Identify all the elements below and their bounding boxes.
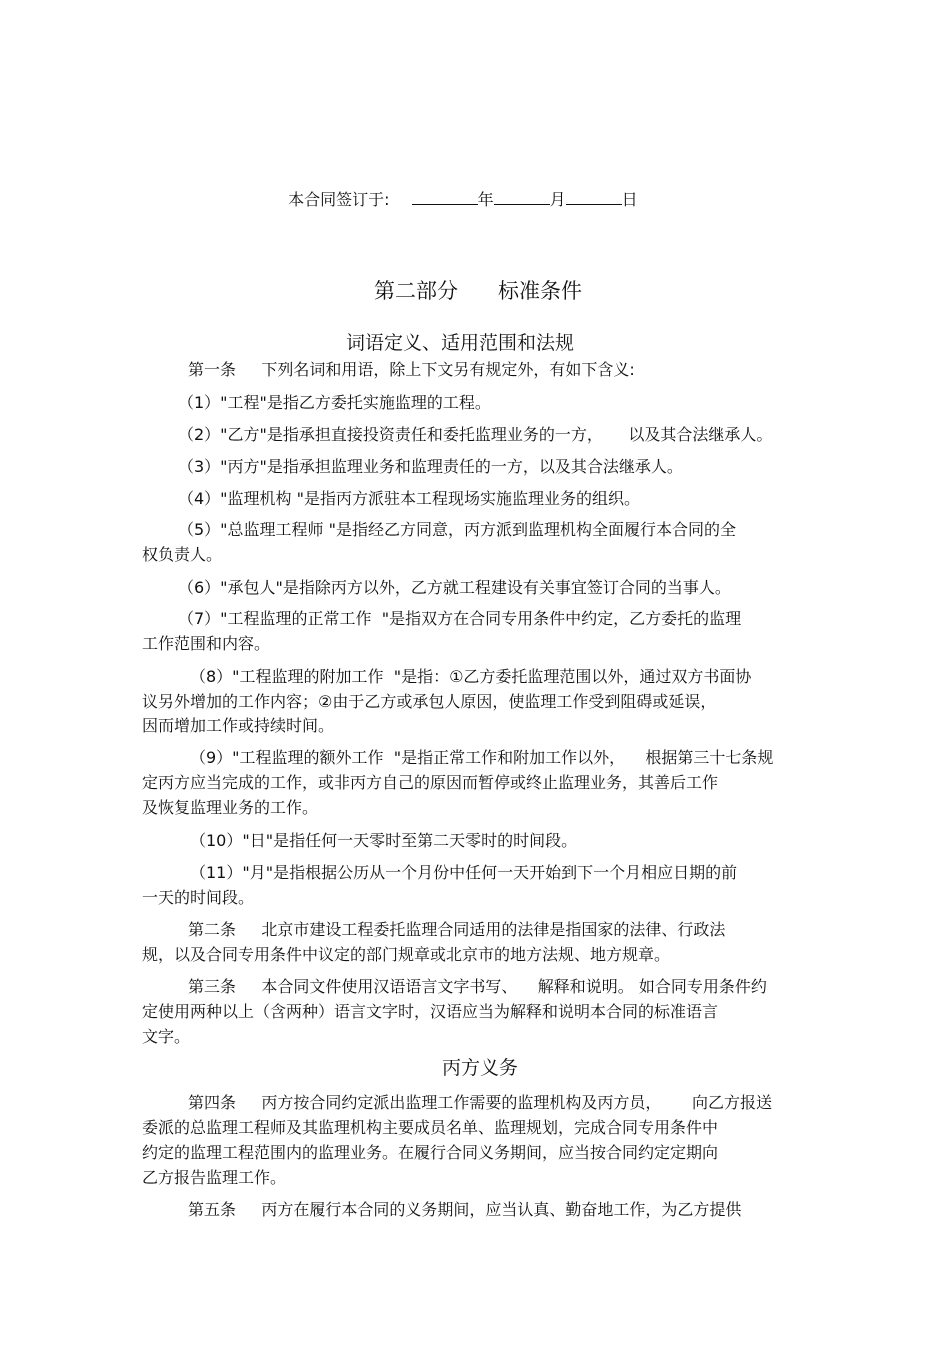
- article-4-line-cont: 委派的总监理工程师及其监理机构主要成员名单、监理规划，完成合同专用条件中: [142, 1118, 719, 1137]
- day-label: 日: [621, 190, 638, 209]
- definition-11-line-cont: 一天的时间段。: [142, 888, 255, 907]
- year-label: 年: [477, 190, 494, 209]
- section-title-definitions: 词语定义、适用范围和法规: [346, 332, 575, 354]
- article-4-line-cont3: 乙方报告监理工作。: [142, 1168, 287, 1187]
- definition-9-line-cont: 定丙方应当完成的工作，或非丙方自己的原因而暂停或终止监理业务，其善后工作: [142, 773, 719, 792]
- definition-9-line: （9）"工程监理的额外工作 "是指正常工作和附加工作以外， 根据第三十七条规: [190, 748, 774, 767]
- definition-8-line-cont: 议另外增加的工作内容；②由于乙方或承包人原因，使监理工作受到阻碍或延误，: [142, 692, 717, 711]
- part-title: 第二部分 标准条件: [374, 279, 583, 303]
- definition-10-line: （10）"日"是指任何一天零时至第二天零时的时间段。: [190, 831, 578, 850]
- definition-8-line: （8）"工程监理的附加工作 "是指：①乙方委托监理范围以外，通过双方书面协: [190, 667, 752, 686]
- article-3-line-cont: 定使用两种以上（含两种）语言文字时，汉语应当为解释和说明本合同的标准语言: [142, 1002, 719, 1021]
- month-blank: [494, 190, 550, 205]
- article-3-line-cont2: 文字。: [142, 1027, 191, 1046]
- article-4-line: 第四条 丙方按合同约定派出监理工作需要的监理机构及丙方员， 向乙方报送: [188, 1093, 772, 1112]
- article-3-line: 第三条 本合同文件使用汉语语言文字书写、 解释和说明。 如合同专用条件约: [188, 977, 767, 996]
- section-title-obligations: 丙方义务: [442, 1057, 519, 1079]
- definition-3-line: （3）"丙方"是指承担监理业务和监理责任的一方，以及其合法继承人。: [178, 457, 683, 476]
- definition-9-line-cont2: 及恢复监理业务的工作。: [142, 798, 319, 817]
- definition-7-line-cont: 工作范围和内容。: [142, 634, 271, 653]
- definition-8-line-cont2: 因而增加工作或持续时间。: [142, 716, 335, 735]
- definition-1-line: （1）"工程"是指乙方委托实施监理的工程。: [178, 393, 491, 412]
- definition-6-line: （6）"承包人"是指除丙方以外，乙方就工程建设有关事宜签订合同的当事人。: [178, 578, 731, 597]
- article-5-line: 第五条 丙方在履行本合同的义务期间，应当认真、勤奋地工作，为乙方提供: [188, 1200, 742, 1219]
- definition-2-line: （2）"乙方"是指承担直接投资责任和委托监理业务的一方， 以及其合法继承人。: [178, 425, 773, 444]
- article-4-line-cont2: 约定的监理工程范围内的监理业务。在履行合同义务期间，应当按合同约定定期向: [142, 1143, 719, 1162]
- definition-5-line-cont: 权负责人。: [142, 545, 223, 564]
- definition-7-line: （7）"工程监理的正常工作 "是指双方在合同专用条件中约定，乙方委托的监理: [178, 609, 742, 628]
- signing-label: 本合同签订于:: [288, 190, 390, 209]
- signing-date-line: [278, 170, 638, 210]
- definition-11-line: （11）"月"是指根据公历从一个月份中任何一天开始到下一个月相应日期的前: [190, 863, 738, 882]
- definition-4-line: （4）"监理机构 "是指丙方派驻本工程现场实施监理业务的组织。: [178, 489, 640, 508]
- definition-5-line: （5）"总监理工程师 "是指经乙方同意，丙方派到监理机构全面履行本合同的全: [178, 520, 736, 539]
- day-blank: [566, 190, 622, 205]
- article-1-line: 第一条 下列名词和用语，除上下文另有规定外，有如下含义:: [188, 360, 635, 379]
- year-blank: [412, 190, 478, 205]
- month-label: 月: [549, 190, 566, 209]
- article-2-line: 第二条 北京市建设工程委托监理合同适用的法律是指国家的法律、行政法: [188, 920, 726, 939]
- article-2-line-cont: 规，以及合同专用条件中议定的部门规章或北京市的地方法规、地方规章。: [142, 945, 671, 964]
